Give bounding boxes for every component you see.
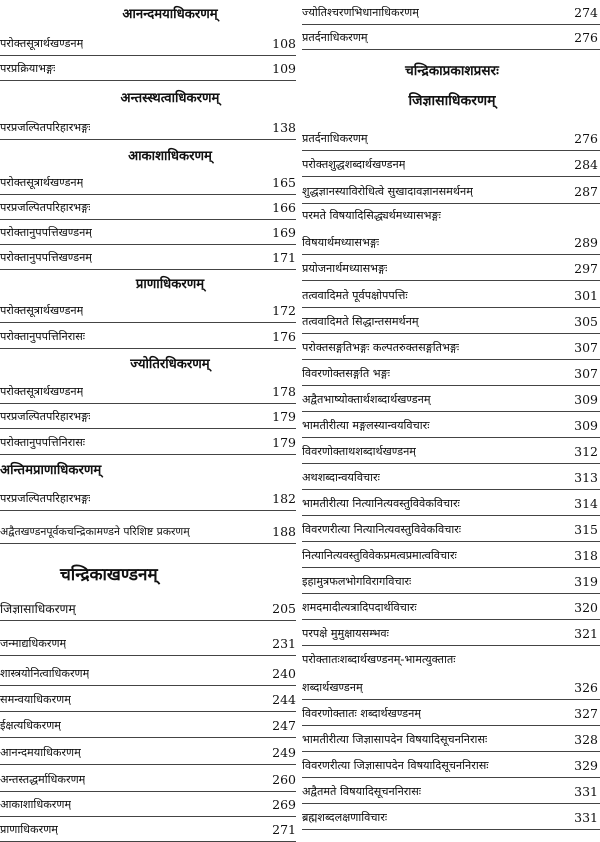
toc-entry-text: भामतीरीत्या जिज्ञासापदेन विषयादिसूचननिरासः [302, 733, 488, 746]
toc-entry[interactable] [302, 467, 600, 490]
toc-entry-text: परोक्तसूत्रार्थखण्डनम् [0, 37, 84, 50]
toc-entry-text: परोक्तानुपपत्तिनिरासः [0, 436, 86, 449]
toc-entry-text: परप्रक्रियाभङ्गः [0, 62, 56, 75]
toc-entry-page: 172 [272, 303, 296, 318]
toc-entry[interactable] [0, 521, 296, 544]
toc-entry[interactable] [302, 311, 600, 334]
toc-entry-text: जिज्ञासाधिकरणम् [0, 602, 76, 616]
toc-entry-text: परोक्तसूत्रार्थखण्डनम् [0, 176, 84, 189]
toc-entry-text: शमदमादीत्यत्रादिपदार्थविचारः [302, 601, 417, 614]
toc-entry-page: 320 [574, 600, 598, 615]
toc-entry[interactable] [302, 703, 600, 726]
toc-entry[interactable] [302, 571, 600, 594]
toc-entry-page: 169 [272, 225, 296, 240]
toc-entry-page: 244 [272, 692, 296, 707]
toc-entry-text: परोक्तानुपपत्तिखण्डनम् [0, 226, 92, 239]
section-heading-jijnasa: जिज्ञासाधिकरणम् [408, 93, 496, 109]
toc-entry-text: जन्माद्यधिकरणम् [0, 637, 67, 650]
toc-entry-text: अन्तस्तद्धर्माधिकरणम् [0, 773, 86, 786]
toc-entry[interactable] [0, 300, 296, 323]
toc-entry[interactable] [302, 2, 600, 25]
toc-entry-page: 327 [574, 706, 598, 721]
toc-entry-page: 276 [574, 131, 598, 146]
toc-entry[interactable] [0, 663, 296, 686]
toc-entry-text: अद्वैतभाष्योक्तार्थशब्दार्थखण्डनम् [302, 393, 431, 406]
toc-entry-text: विवरणोक्ताथशब्दार्थखण्डनम् [302, 445, 416, 458]
toc-entry-text: अथशब्दान्वयविचारः [302, 471, 380, 484]
toc-entry[interactable] [302, 337, 600, 360]
toc-entry[interactable] [302, 649, 600, 671]
toc-entry[interactable] [0, 381, 296, 404]
toc-entry-page: 331 [574, 810, 598, 825]
toc-entry[interactable] [302, 597, 600, 620]
section-heading-akasha: आकाशाधिकरणम् [128, 149, 212, 164]
toc-entry[interactable] [302, 232, 600, 255]
toc-entry[interactable] [0, 715, 296, 738]
toc-entry-page: 231 [272, 636, 296, 651]
toc-entry-text: परोक्तातःशब्दार्थखण्डनम्-भामत्युक्तातः [302, 653, 456, 666]
toc-entry-text: ज्योतिश्चरणभिधानाधिकरणम् [302, 6, 419, 19]
toc-entry[interactable] [0, 222, 296, 245]
toc-entry-text: भामतीरीत्या मङ्गलस्यान्वयविचारः [302, 419, 430, 432]
toc-entry-page: 309 [574, 392, 598, 407]
toc-entry-page: 276 [574, 30, 598, 45]
toc-entry[interactable] [0, 33, 296, 56]
toc-entry-text: परप्रजल्पितपरिहारभङ्गः [0, 410, 91, 423]
toc-entry[interactable] [302, 285, 600, 308]
toc-entry-page: 305 [574, 314, 598, 329]
toc-entry[interactable] [302, 677, 600, 700]
toc-entry-text: तत्ववादिमते सिद्धान्तसमर्थनम् [302, 315, 419, 328]
toc-entry[interactable] [302, 729, 600, 752]
toc-entry-page: 171 [272, 250, 296, 265]
toc-entry-page: 108 [272, 36, 296, 51]
toc-entry-page: 178 [272, 384, 296, 399]
toc-entry-page: 315 [574, 522, 598, 537]
toc-entry-text: परपक्षे मुमुक्षायसम्भवः [302, 627, 389, 640]
toc-entry-page: 326 [574, 680, 598, 695]
toc-entry[interactable] [0, 689, 296, 712]
toc-entry-text: विवरणरीत्या जिज्ञासापदेन विषयादिसूचननिरासः [302, 759, 489, 772]
toc-entry-page: 247 [272, 718, 296, 733]
toc-entry-page: 269 [272, 797, 296, 812]
toc-entry[interactable] [0, 819, 296, 842]
toc-entry-text: विवरणरीत्या नित्यानित्यवस्तुविवेकविचारः [302, 523, 462, 536]
toc-entry-page: 205 [272, 601, 296, 616]
toc-entry-text: तत्ववादिमते पूर्वपक्षोपपत्तिः [302, 289, 408, 302]
toc-entry-page: 313 [574, 470, 598, 485]
toc-entry-page: 260 [272, 772, 296, 787]
toc-entry-page: 109 [272, 61, 296, 76]
toc-entry[interactable] [302, 389, 600, 412]
toc-entry-page: 188 [272, 524, 296, 539]
toc-entry-text: अद्वैतखण्डनपूर्वकचन्द्रिकामण्डने परिशिष्ट प्रकरणम् [0, 525, 190, 538]
toc-entry-text: परप्रजल्पितपरिहारभङ्गः [0, 492, 91, 505]
toc-entry-page: 319 [574, 574, 598, 589]
toc-entry[interactable] [302, 128, 600, 151]
toc-entry-text: विवरणोक्तसङ्गति भङ्गः [302, 367, 390, 380]
toc-entry-page: 318 [574, 548, 598, 563]
toc-entry-text: नित्यानित्यवस्तुविवेकप्रमत्वप्रमात्वविचारः [302, 549, 457, 562]
section-heading-prana: प्राणाधिकरणम् [135, 277, 205, 292]
toc-entry-page: 297 [574, 261, 598, 276]
toc-entry-page: 307 [574, 366, 598, 381]
toc-entry-text: प्रतर्दनाधिकरणम् [302, 31, 368, 44]
toc-entry[interactable] [302, 781, 600, 804]
toc-entry-text: परमते विषयादिसिद्ध्यर्थमध्यासभङ्गः [302, 209, 441, 222]
toc-entry-page: 179 [272, 409, 296, 424]
toc-entry[interactable] [302, 493, 600, 516]
toc-entry[interactable] [0, 794, 296, 817]
toc-entry-text: परप्रजल्पितपरिहारभङ्गः [0, 201, 91, 214]
toc-entry-text: आनन्दमयाधिकरणम् [0, 746, 81, 759]
toc-entry[interactable] [302, 27, 600, 50]
toc-entry-text: अद्वैतमते विषयादिसूचननिरासः [302, 785, 422, 798]
toc-entry-page: 182 [272, 491, 296, 506]
toc-entry-page: 307 [574, 340, 598, 355]
toc-entry-page: 309 [574, 418, 598, 433]
toc-entry-page: 314 [574, 496, 598, 511]
toc-entry-text: ईक्षत्यधिकरणम् [0, 719, 61, 732]
toc-entry-text: विषयार्थमध्यासभङ्गः [302, 236, 380, 249]
toc-entry[interactable] [302, 545, 600, 568]
toc-entry-text: परोक्तसूत्रार्थखण्डनम् [0, 385, 84, 398]
toc-entry[interactable] [0, 117, 296, 140]
toc-entry-page: 287 [574, 184, 598, 199]
section-heading-anandamaya: आनन्दमयाधिकरणम् [122, 7, 218, 22]
section-heading-chandrika-prakasha-prasara: चन्द्रिकाप्रकाशप्रसरः [405, 63, 499, 79]
toc-entry[interactable] [302, 623, 600, 646]
toc-entry[interactable] [0, 172, 296, 195]
toc-entry-text: परप्रजल्पितपरिहारभङ्गः [0, 121, 91, 134]
toc-entry-text: शास्त्रयोनित्वाधिकरणम् [0, 667, 90, 680]
toc-entry-page: 271 [272, 822, 296, 837]
toc-entry-page: 301 [574, 288, 598, 303]
toc-entry-page: 312 [574, 444, 598, 459]
section-heading-chandrika-khandanam: चन्द्रिकाखण्डनम् [60, 565, 158, 585]
toc-entry-text: परोक्तसङ्गतिभङ्गः कल्पतरुक्तसङ्गतिभङ्गः [302, 341, 460, 354]
section-heading-antima-prana: अन्तिमप्राणाधिकरणम् [0, 463, 102, 478]
toc-entry-page: 284 [574, 157, 598, 172]
toc-entry-text: शुद्धज्ञानस्याविरोधित्वे सुखादावज्ञानसमर्थनम् [302, 185, 473, 198]
toc-entry[interactable] [0, 197, 296, 220]
toc-entry-page: 165 [272, 175, 296, 190]
toc-entry[interactable] [0, 406, 296, 429]
toc-entry[interactable] [0, 769, 296, 792]
toc-entry-page: 328 [574, 732, 598, 747]
toc-entry-text: भामतीरीत्या नित्यानित्यवस्तुविवेकविचारः [302, 497, 460, 510]
toc-entry-text: प्रयोजनार्थमध्यासभङ्गः [302, 262, 388, 275]
toc-entry-page: 138 [272, 120, 296, 135]
toc-entry[interactable] [302, 807, 600, 830]
toc-entry[interactable] [0, 58, 296, 81]
toc-entry-page: 289 [574, 235, 598, 250]
toc-entry[interactable] [302, 205, 600, 227]
toc-entry-page: 179 [272, 435, 296, 450]
toc-entry-text: इहामुत्रफलभोगविरागविचारः [302, 575, 412, 588]
toc-entry[interactable] [302, 154, 600, 177]
toc-entry[interactable] [0, 247, 296, 270]
toc-entry[interactable] [302, 519, 600, 542]
toc-entry-page: 249 [272, 745, 296, 760]
toc-entry[interactable] [302, 181, 600, 204]
toc-entry-page: 240 [272, 666, 296, 681]
toc-entry-text: परोक्तसूत्रार्थखण्डनम् [0, 304, 84, 317]
toc-entry[interactable] [0, 488, 296, 511]
toc-entry-text: प्राणाधिकरणम् [0, 823, 58, 836]
toc-entry-text: आकाशाधिकरणम् [0, 798, 72, 811]
toc-entry[interactable] [0, 742, 296, 765]
toc-entry[interactable] [302, 755, 600, 778]
toc-entry[interactable] [302, 415, 600, 438]
toc-entry-text: परोक्तानुपपत्तिनिरासः [0, 330, 86, 343]
toc-entry[interactable] [0, 598, 296, 621]
toc-entry-text: शब्दार्थखण्डनम् [302, 681, 363, 694]
toc-entry[interactable] [302, 441, 600, 464]
toc-entry[interactable] [0, 326, 296, 349]
toc-entry[interactable] [0, 432, 296, 455]
toc-entry-text: विवरणोक्तातः शब्दार्थखण्डनम् [302, 707, 422, 720]
toc-entry[interactable] [302, 363, 600, 386]
toc-entry-text: प्रतर्दनाधिकरणम् [302, 132, 368, 145]
section-heading-antasstha: अन्तस्स्थत्वाधिकरणम् [120, 91, 220, 106]
section-heading-jyoti: ज्योतिरधिकरणम् [130, 357, 210, 372]
toc-entry-text: ब्रह्मशब्दलक्षणाविचारः [302, 811, 388, 824]
toc-entry-page: 176 [272, 329, 296, 344]
toc-entry-page: 331 [574, 784, 598, 799]
toc-entry-text: परोक्तानुपपत्तिखण्डनम् [0, 251, 92, 264]
toc-entry-page: 329 [574, 758, 598, 773]
toc-entry[interactable] [0, 633, 296, 656]
toc-entry-page: 274 [574, 5, 598, 20]
toc-entry-page: 321 [574, 626, 598, 641]
toc-entry-text: समन्वयाधिकरणम् [0, 693, 71, 706]
toc-entry[interactable] [302, 258, 600, 281]
toc-entry-page: 166 [272, 200, 296, 215]
toc-entry-text: परोक्तशुद्धशब्दार्थखण्डनम् [302, 158, 406, 171]
